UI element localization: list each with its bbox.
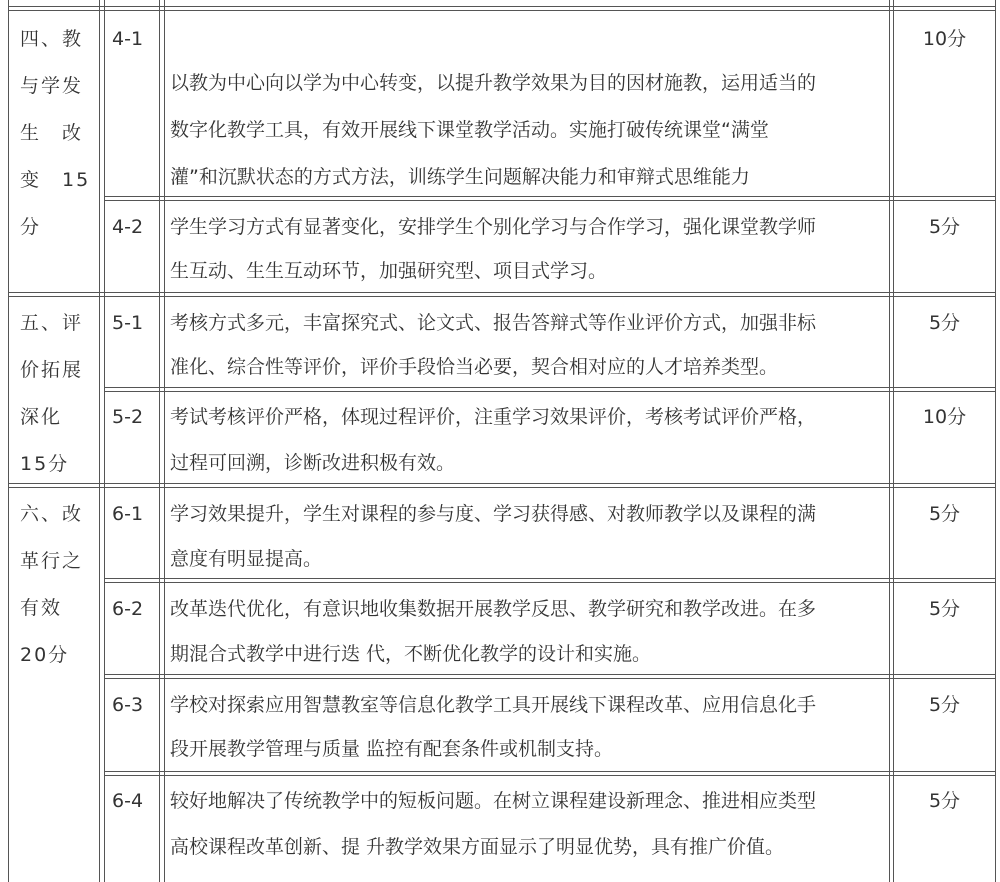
item-score: 10分	[922, 28, 967, 50]
column-divider	[889, 0, 890, 882]
item-description-line: 考核方式多元，丰富探究式、论文式、报告答辩式等作业评价方式，加强非标	[170, 312, 817, 334]
item-description-line: 生互动、生生互动环节，加强研究型、项目式学习。	[170, 260, 608, 282]
item-number: 4-1	[112, 28, 144, 50]
item-score: 5分	[928, 312, 961, 334]
section-divider	[8, 296, 996, 297]
category-line: 深化	[20, 406, 63, 428]
item-score: 5分	[928, 216, 961, 238]
row-divider	[104, 391, 996, 392]
item-number: 5-2	[112, 406, 144, 428]
item-number: 6-3	[112, 694, 144, 716]
column-divider	[99, 0, 100, 882]
item-number: 6-4	[112, 790, 144, 812]
category-line: 六、改	[20, 503, 84, 525]
item-description-line: 学习效果提升，学生对课程的参与度、学习获得感、对教师教学以及课程的满	[170, 503, 817, 525]
item-score: 5分	[928, 598, 961, 620]
category-line: 生 改	[20, 122, 84, 144]
item-description-line: 考试考核评价严格，体现过程评价，注重学习效果评价，考核考试评价严格，	[170, 406, 817, 428]
column-divider	[104, 0, 105, 882]
item-description-line: 高校课程改革创新、提 升教学效果方面显示了明显优势，具有推广价值。	[170, 836, 785, 858]
item-description-line: 过程可回溯，诊断改进积极有效。	[170, 452, 456, 474]
item-number: 6-2	[112, 598, 144, 620]
item-description-line: 灌”和沉默状态的方式方法，训练学生问题解决能力和审辩式思维能力	[170, 166, 750, 188]
category-line: 价拓展	[20, 359, 84, 381]
category-line: 20分	[20, 644, 70, 666]
item-description-line: 准化、综合性等评价，评价手段恰当必要，契合相对应的人才培养类型。	[170, 356, 779, 378]
item-description-line: 数字化教学工具，有效开展线下课堂教学活动。实施打破传统课堂“满堂	[170, 119, 769, 141]
item-number: 5-1	[112, 312, 144, 334]
evaluation-table	[8, 0, 996, 882]
category-line: 革行之	[20, 550, 84, 572]
item-description-line: 学生学习方式有显著变化，安排学生个别化学习与合作学习，强化课堂教学师	[170, 216, 817, 238]
item-number: 6-1	[112, 503, 144, 525]
category-line: 五、评	[20, 312, 84, 334]
item-score: 5分	[928, 694, 961, 716]
item-description-line: 意度有明显提高。	[170, 548, 323, 570]
item-description-line: 学校对探索应用智慧教室等信息化教学工具开展线下课程改革、应用信息化手	[170, 694, 817, 716]
table-border-right	[995, 0, 996, 882]
item-score: 5分	[928, 503, 961, 525]
row-divider	[104, 678, 996, 679]
item-description-line: 段开展教学管理与质量 监控有配套条件或机制支持。	[170, 738, 614, 760]
row-divider	[104, 775, 996, 776]
item-score: 10分	[922, 406, 967, 428]
row-divider	[8, 6, 996, 7]
category-line: 与学发	[20, 75, 84, 97]
category-line: 有效	[20, 597, 63, 619]
category-line: 变 15	[20, 169, 91, 191]
category-line: 四、教	[20, 28, 84, 50]
item-number: 4-2	[112, 216, 144, 238]
item-description-line: 期混合式教学中进行迭 代，不断优化教学的设计和实施。	[170, 643, 652, 665]
column-divider	[893, 0, 894, 882]
item-description-line: 改革迭代优化，有意识地收集数据开展教学反思、教学研究和教学改进。在多	[170, 598, 817, 620]
row-divider	[8, 10, 996, 11]
item-score: 5分	[928, 790, 961, 812]
column-divider	[159, 0, 160, 882]
category-line: 分	[20, 216, 42, 238]
item-description-line: 较好地解决了传统教学中的短板问题。在树立课程建设新理念、推进相应类型	[170, 790, 817, 812]
item-description-line: 以教为中心向以学为中心转变，以提升教学效果为目的因材施教，运用适当的	[170, 72, 817, 94]
category-line: 15分	[20, 453, 70, 475]
section-divider	[8, 487, 996, 488]
